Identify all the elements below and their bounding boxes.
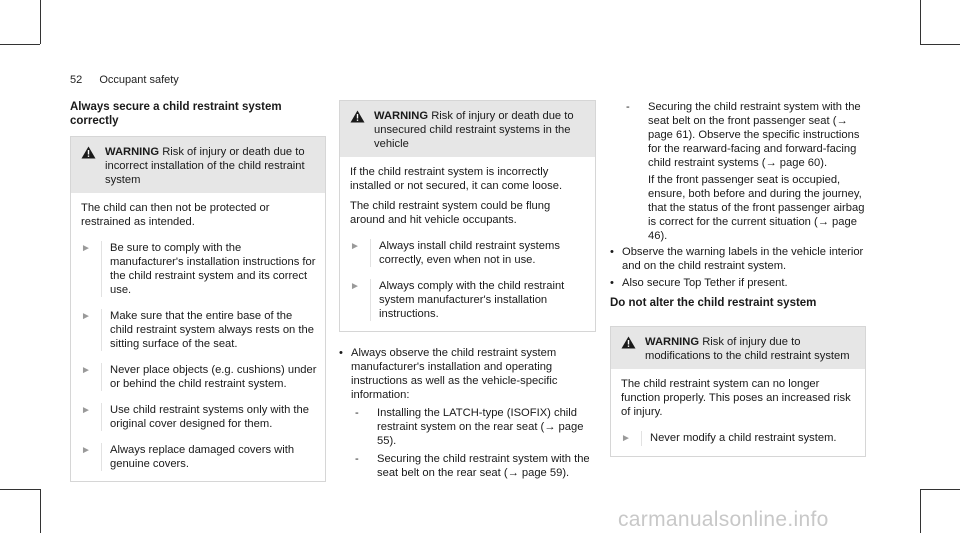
warning-header	[71, 137, 325, 193]
list-item	[610, 245, 866, 273]
arrow-right-icon: ►	[81, 311, 91, 322]
warning-box	[70, 136, 326, 482]
arrow-right-icon: ►	[81, 365, 91, 376]
crop-mark	[40, 0, 41, 44]
crop-mark	[920, 0, 921, 44]
warning-box	[610, 326, 866, 457]
warning-description: The child restraint system can no longer function properly. This poses an increased risk of injury.	[621, 378, 851, 418]
step-item	[350, 239, 587, 267]
warning-description: The child can then not be protected or restrained as intended.	[81, 202, 270, 228]
list-item	[339, 346, 596, 402]
section-title: Occupant safety	[99, 74, 179, 86]
warning-text: Risk of injury or death due to unsecured child restraint systems in the vehicle	[374, 110, 574, 150]
step-text: Always replace damaged covers with genuine covers.	[101, 443, 317, 471]
sub-list-item	[622, 100, 866, 243]
step-text: Be sure to comply with the manufacturer's installation instructions for the child restraint system and its correct use.	[101, 241, 317, 297]
warning-label: WARNING	[105, 146, 160, 158]
step-item	[81, 241, 317, 297]
column-3	[610, 100, 866, 457]
sub-list-note: If the front passenger seat is occupied, ensure, both before and during the journey, that the status of the front passenger airbag is correct for the current situation (→ page 46).	[648, 174, 865, 242]
crop-mark	[0, 44, 40, 45]
warning-text: Risk of injury or death due to incorrect installation of the child restraint system	[105, 146, 305, 186]
dash-icon: -	[355, 453, 359, 465]
step-item	[350, 279, 587, 321]
warning-triangle-icon	[621, 335, 645, 363]
step-item	[81, 403, 317, 431]
warning-triangle-icon	[350, 109, 374, 151]
sub-list-text: Securing the child restraint system with the seat belt on the rear seat (→ page 59).	[377, 453, 590, 479]
sub-list-item	[351, 452, 596, 480]
dash-icon: -	[355, 407, 359, 419]
crop-mark	[40, 489, 41, 533]
bullet-text: Always observe the child restraint system manufacturer's installation and operating instructions as well as the vehicle-specific information:	[351, 347, 558, 401]
crop-mark	[920, 489, 921, 533]
warning-header	[340, 101, 595, 157]
step-item	[81, 443, 317, 471]
step-text: Never place objects (e.g. cushions) under or behind the child restraint system.	[101, 363, 317, 391]
arrow-right-icon: ►	[350, 241, 360, 252]
running-header	[70, 74, 179, 86]
step-text: Never modify a child restraint system.	[641, 431, 857, 446]
warning-label: WARNING	[645, 336, 700, 348]
bullet-text: Observe the warning labels in the vehicle interior and on the child restraint system.	[622, 246, 864, 272]
bullet-icon: •	[610, 277, 614, 289]
step-text: Make sure that the entire base of the child restraint system always rests on the sitting surface of the seat.	[101, 309, 317, 351]
sub-list-text: Securing the child restraint system with the seat belt on the front passenger seat (→ page 61). Observe the specific instructions for the rearward-facing and forward-facing child restraint systems (→ page 60).	[648, 101, 861, 169]
warning-triangle-icon	[81, 145, 105, 187]
section-heading: Always secure a child restraint system correctly	[70, 101, 282, 127]
bullet-icon: •	[339, 347, 343, 359]
column-2	[339, 100, 596, 480]
page-number: 52	[70, 74, 83, 86]
crop-mark	[920, 44, 960, 45]
sub-list-text: Installing the LATCH-type (ISOFIX) child restraint system on the rear seat (→ page 55).	[377, 407, 584, 447]
step-item	[81, 309, 317, 351]
bullet-text: Also secure Top Tether if present.	[622, 277, 788, 289]
column-1	[70, 100, 326, 482]
arrow-right-icon: ►	[350, 281, 360, 292]
warning-description: The child restraint system could be flung around and hit vehicle occupants.	[350, 200, 551, 226]
arrow-right-icon: ►	[81, 243, 91, 254]
crop-mark	[920, 489, 960, 490]
sub-list-item	[351, 406, 596, 448]
watermark: carmanualsonline.info	[618, 508, 829, 531]
bullet-icon: •	[610, 246, 614, 258]
arrow-right-icon: ►	[81, 405, 91, 416]
crop-mark	[0, 489, 40, 490]
warning-body	[611, 369, 865, 456]
step-item	[621, 431, 857, 446]
step-item	[81, 363, 317, 391]
section-heading: Do not alter the child restraint system	[610, 297, 817, 309]
warning-header	[611, 327, 865, 369]
list-item	[610, 276, 866, 290]
step-text: Always install child restraint systems correctly, even when not in use.	[370, 239, 587, 267]
warning-body	[340, 157, 595, 331]
arrow-right-icon: ►	[621, 433, 631, 444]
warning-description: If the child restraint system is incorrectly installed or not secured, it can come loose.	[350, 166, 563, 192]
arrow-right-icon: ►	[81, 445, 91, 456]
warning-box	[339, 100, 596, 332]
dash-icon: -	[626, 101, 630, 113]
warning-text: Risk of injury due to modifications to the child restraint system	[645, 336, 850, 362]
warning-body	[71, 193, 325, 481]
step-text: Always comply with the child restraint system manufacturer's installation instructions.	[370, 279, 587, 321]
warning-label: WARNING	[374, 110, 429, 122]
step-text: Use child restraint systems only with the original cover designed for them.	[101, 403, 317, 431]
